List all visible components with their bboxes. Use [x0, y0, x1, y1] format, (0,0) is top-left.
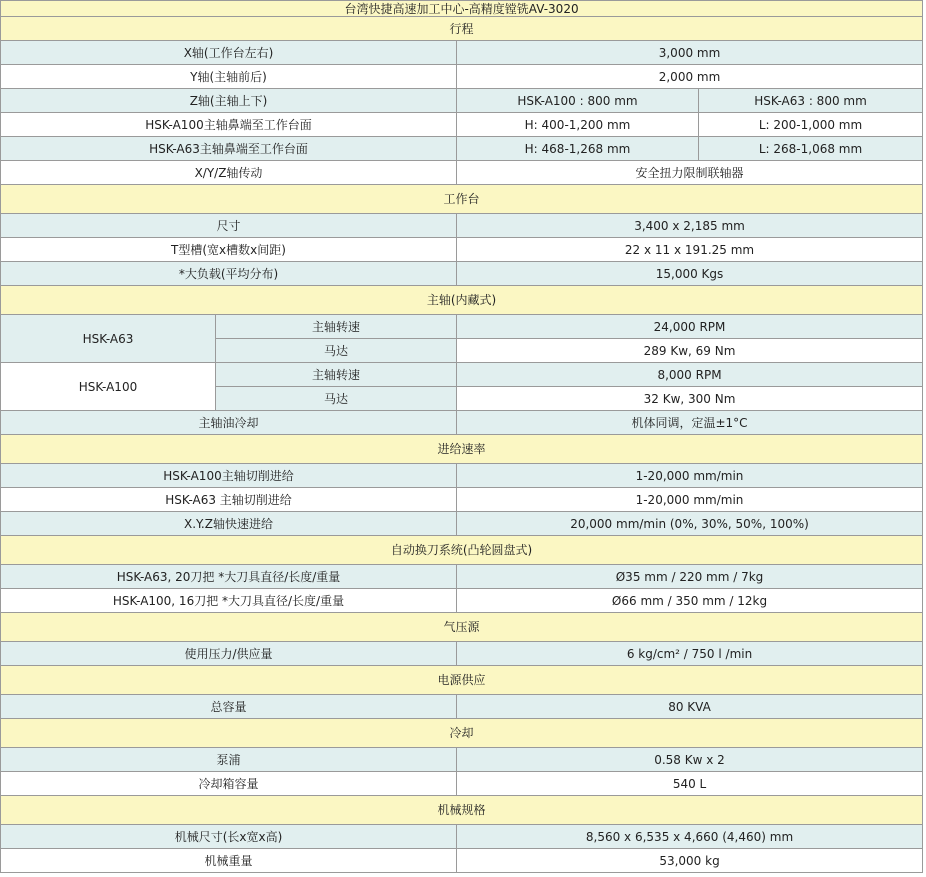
spec-label: 泵浦 [1, 748, 457, 772]
spec-label: 尺寸 [1, 214, 457, 238]
spec-label: HSK-A100主轴鼻端至工作台面 [1, 113, 457, 137]
section-row-power [1, 666, 923, 695]
spec-value: 1-20,000 mm/min [457, 464, 923, 488]
table-row [1, 642, 923, 666]
table-row [1, 315, 923, 339]
spec-label: HSK-A63, 20刀把 *大刀具直径/长度/重量 [1, 565, 457, 589]
section-header-machine: 机械规格 [1, 796, 923, 825]
table-row [1, 137, 923, 161]
spec-value: H: 468-1,268 mm [457, 137, 699, 161]
spec-value: 22 x 11 x 191.25 mm [457, 238, 923, 262]
spec-label: 使用压力/供应量 [1, 642, 457, 666]
section-header-table: 工作台 [1, 185, 923, 214]
spec-label: 主轴转速 [216, 363, 457, 387]
spec-label: 马达 [216, 387, 457, 411]
spec-value: 2,000 mm [457, 65, 923, 89]
spec-label: 机械重量 [1, 849, 457, 873]
spec-value: 53,000 kg [457, 849, 923, 873]
table-row [1, 464, 923, 488]
spec-value: 0.58 Kw x 2 [457, 748, 923, 772]
spec-value: 8,560 x 6,535 x 4,660 (4,460) mm [457, 825, 923, 849]
section-header-spindle: 主轴(内藏式) [1, 286, 923, 315]
spec-label: HSK-A63主轴鼻端至工作台面 [1, 137, 457, 161]
section-header-power: 电源供应 [1, 666, 923, 695]
section-row-coolant [1, 719, 923, 748]
spec-label: X.Y.Z轴快速进给 [1, 512, 457, 536]
section-header-feed: 进给速率 [1, 435, 923, 464]
table-row [1, 113, 923, 137]
section-row-spindle [1, 286, 923, 315]
table-row [1, 695, 923, 719]
section-header-travel: 行程 [1, 17, 923, 41]
spec-label: HSK-A63 主轴切削进给 [1, 488, 457, 512]
spec-value: 1-20,000 mm/min [457, 488, 923, 512]
spec-value: L: 200-1,000 mm [699, 113, 923, 137]
table-row [1, 65, 923, 89]
table-row [1, 565, 923, 589]
section-row-feed [1, 435, 923, 464]
spindle-type-label: HSK-A63 [1, 315, 216, 363]
section-header-air: 气压源 [1, 613, 923, 642]
spec-label: X/Y/Z轴传动 [1, 161, 457, 185]
page-title: 台湾快捷高速加工中心-高精度镗铣AV-3020 [1, 1, 923, 17]
table-row [1, 89, 923, 113]
table-row [1, 238, 923, 262]
spec-value: Ø35 mm / 220 mm / 7kg [457, 565, 923, 589]
section-header-coolant: 冷却 [1, 719, 923, 748]
section-row-atc [1, 536, 923, 565]
spec-value: 540 L [457, 772, 923, 796]
table-row [1, 214, 923, 238]
table-row [1, 589, 923, 613]
spec-label: 主轴转速 [216, 315, 457, 339]
spec-value: HSK-A63 : 800 mm [699, 89, 923, 113]
spec-value: 3,000 mm [457, 41, 923, 65]
table-row [1, 411, 923, 435]
spec-label: HSK-A100, 16刀把 *大刀具直径/长度/重量 [1, 589, 457, 613]
spec-value: 8,000 RPM [457, 363, 923, 387]
spec-value: 289 Kw, 69 Nm [457, 339, 923, 363]
spec-label: T型槽(宽x槽数x间距) [1, 238, 457, 262]
table-row [1, 262, 923, 286]
spec-value: 20,000 mm/min (0%, 30%, 50%, 100%) [457, 512, 923, 536]
spec-label: 马达 [216, 339, 457, 363]
table-row [1, 849, 923, 873]
table-row [1, 772, 923, 796]
spec-value: L: 268-1,068 mm [699, 137, 923, 161]
table-row [1, 512, 923, 536]
spec-label: X轴(工作台左右) [1, 41, 457, 65]
spec-value: 32 Kw, 300 Nm [457, 387, 923, 411]
table-row [1, 161, 923, 185]
section-header-atc: 自动换刀系统(凸轮圆盘式) [1, 536, 923, 565]
table-row [1, 825, 923, 849]
spec-label: *大负载(平均分布) [1, 262, 457, 286]
spec-value: 6 kg/cm² / 750 l /min [457, 642, 923, 666]
title-row [1, 1, 923, 17]
spec-value: 机体同调，定温±1°C [457, 411, 923, 435]
spec-label: Z轴(主轴上下) [1, 89, 457, 113]
table-row [1, 748, 923, 772]
spindle-type-label: HSK-A100 [1, 363, 216, 411]
spec-label: 总容量 [1, 695, 457, 719]
spec-value: Ø66 mm / 350 mm / 12kg [457, 589, 923, 613]
table-row [1, 488, 923, 512]
spec-label: HSK-A100主轴切削进给 [1, 464, 457, 488]
spec-value: 80 KVA [457, 695, 923, 719]
spec-value: HSK-A100 : 800 mm [457, 89, 699, 113]
spec-label: 冷却箱容量 [1, 772, 457, 796]
spec-label: 机械尺寸(长x宽x高) [1, 825, 457, 849]
section-row-air [1, 613, 923, 642]
section-row-table [1, 185, 923, 214]
spec-label: Y轴(主轴前后) [1, 65, 457, 89]
spec-label: 主轴油冷却 [1, 411, 457, 435]
spec-value: H: 400-1,200 mm [457, 113, 699, 137]
table-row [1, 41, 923, 65]
section-row-travel [1, 17, 923, 41]
spec-value: 3,400 x 2,185 mm [457, 214, 923, 238]
table-row [1, 363, 923, 387]
section-row-machine [1, 796, 923, 825]
spec-value: 15,000 Kgs [457, 262, 923, 286]
spec-value: 24,000 RPM [457, 315, 923, 339]
spec-value: 安全扭力限制联轴器 [457, 161, 923, 185]
